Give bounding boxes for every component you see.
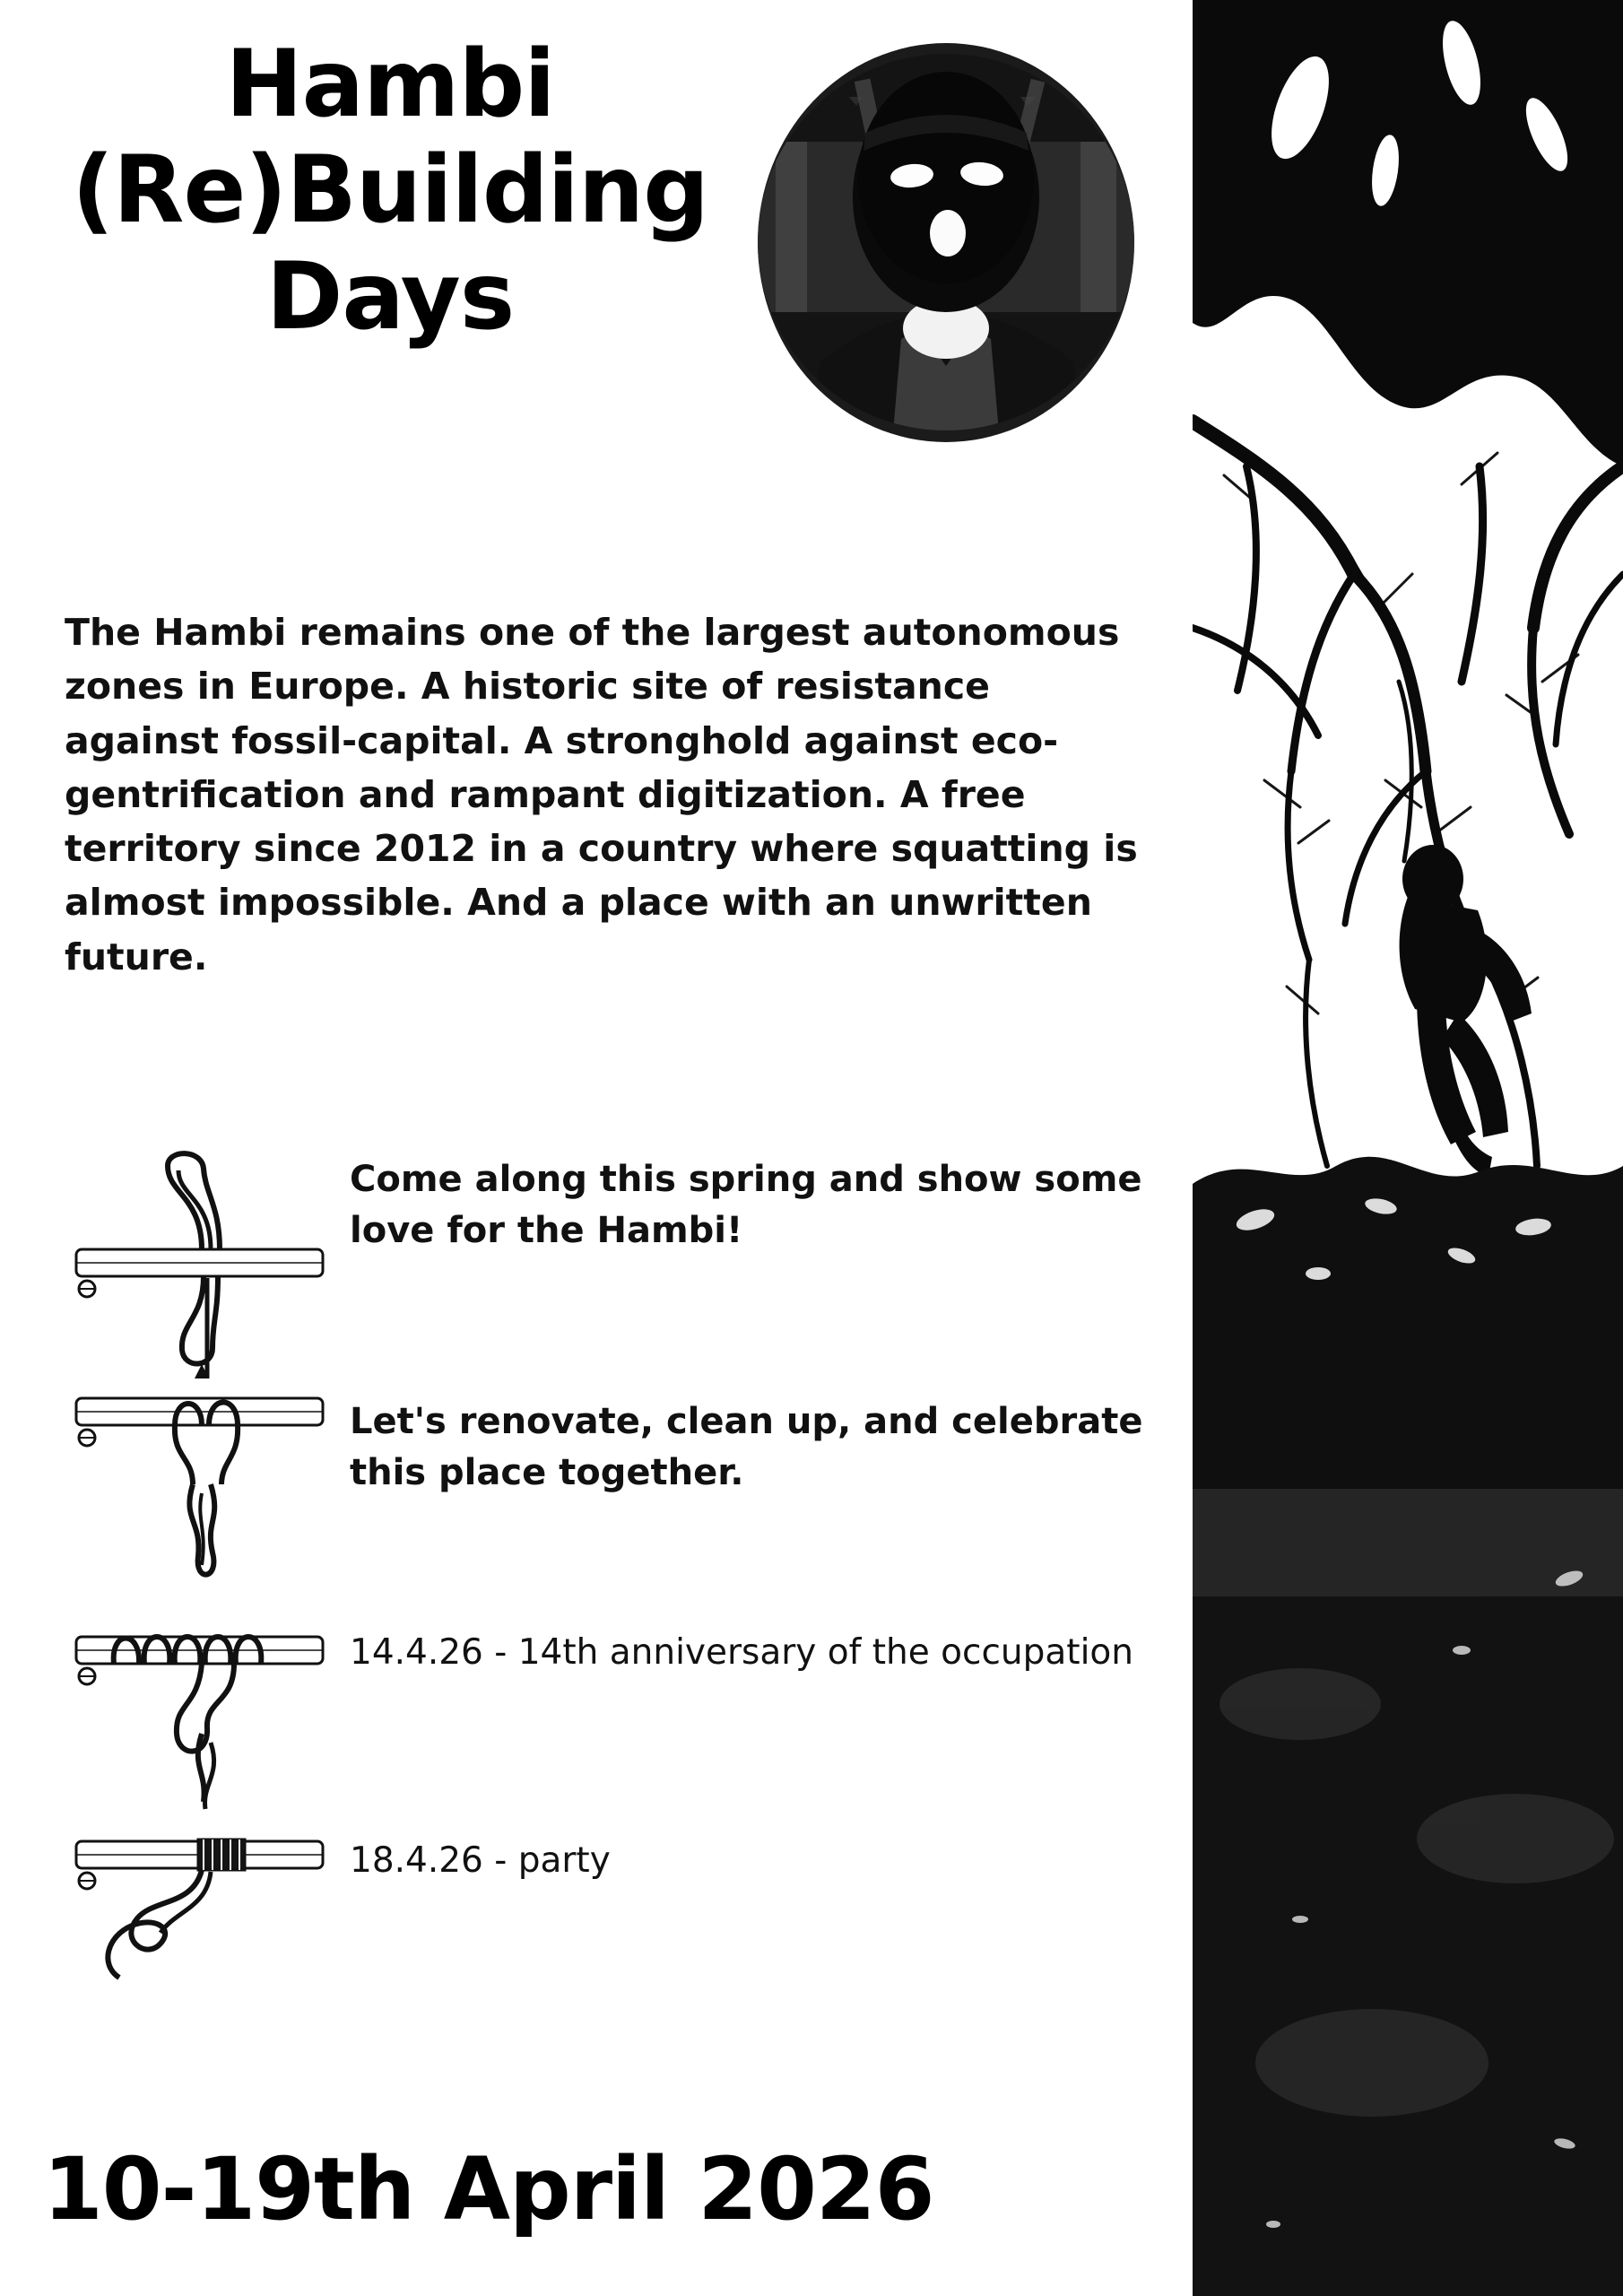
rope-knot-icon-2 — [54, 1386, 350, 1612]
page-title — [36, 31, 744, 350]
title-line-2: (Re)Building — [72, 136, 708, 245]
rope-knot-icon-3 — [54, 1617, 350, 1820]
knot-rows — [54, 1144, 1175, 2005]
knot-row — [54, 1144, 1175, 1386]
knot-row — [54, 1386, 1175, 1617]
row-text-3: 14.4.26 - 14th anniversary of the occupation — [350, 1632, 1133, 1673]
title-line-1: Hambi — [225, 30, 555, 138]
knot-row — [54, 1825, 1175, 2005]
intro-paragraph: The Hambi remains one of the largest autonomous zones in Europe. A historic site of resistance against fossil-capital. A stronghold against eco-gentrification and rampant digitization. A free territory since 2012 in a country where squatting is almost impossible. And a place with an unwritten future. — [65, 611, 1138, 978]
rope-knot-icon-4 — [54, 1825, 350, 2000]
tree-climber-silhouette — [1193, 0, 1623, 2296]
row-text-4: 18.4.26 - party — [350, 1840, 611, 1881]
row-text-2: Let's renovate, clean up, and celebrate this place together. — [350, 1401, 1143, 1493]
title-line-3: Days — [265, 242, 515, 351]
event-date: 10-19th April 2026 — [43, 2139, 934, 2239]
row-text-1: Come along this spring and show some love for the Hambi! — [350, 1159, 1142, 1251]
masked-person-portrait — [758, 43, 1134, 442]
rope-knot-icon-1 — [54, 1144, 350, 1381]
knot-row — [54, 1617, 1175, 1825]
